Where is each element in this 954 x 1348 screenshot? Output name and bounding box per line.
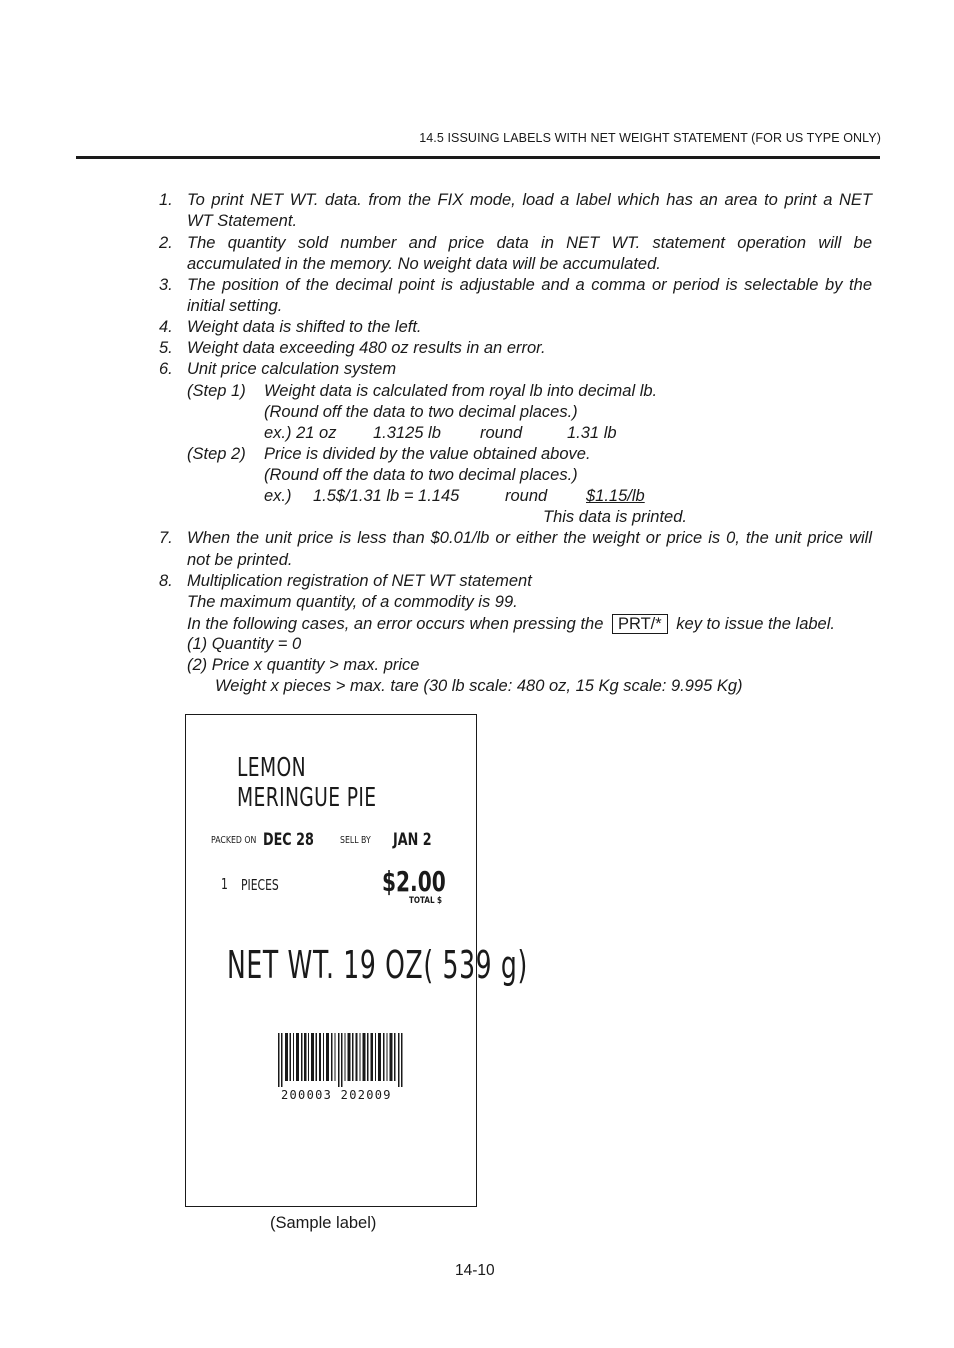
item-text: Unit price calculation system: [187, 360, 397, 378]
packed-on-label: PACKED ON: [211, 835, 257, 846]
item-text: The quantity sold number and price data in NET WT. statement operation will be: [187, 234, 872, 252]
step-text: Price is divided by the value obtained above.: [264, 445, 591, 463]
item-number: 3.: [159, 276, 173, 294]
item-number: 6.: [159, 360, 173, 378]
item-text: accumulated in the memory. No weight data will be accumulated.: [187, 255, 661, 273]
sell-by-date: JAN 2: [393, 830, 432, 850]
example-result: $1.15/lb: [586, 487, 645, 505]
page-number: 14-10: [455, 1262, 495, 1279]
label-net-weight: NET WT. 19 OZ( 539 g): [227, 943, 528, 987]
item-text: Multiplication registration of NET WT statement: [187, 572, 532, 590]
item-text-post: key to issue the label.: [676, 615, 835, 633]
example-text: round: [480, 424, 523, 442]
figure-caption: (Sample label): [270, 1214, 377, 1232]
item-text: Weight data exceeding 480 oz results in an error.: [187, 339, 546, 357]
item-text: initial setting.: [187, 297, 283, 315]
label-product-name: LEMON MERINGUE PIE: [237, 753, 377, 813]
header-rule: [76, 156, 880, 159]
example-text: ex.) 21 oz: [264, 424, 337, 442]
item-text: The maximum quantity, of a commodity is 99.: [187, 593, 518, 611]
example-text: ex.): [264, 487, 292, 505]
item-text: Weight data is shifted to the left.: [187, 318, 422, 336]
item-number: 5.: [159, 339, 173, 357]
label-total-caption: TOTAL $: [409, 896, 443, 906]
item-number: 4.: [159, 318, 173, 336]
item-text: WT Statement.: [187, 212, 298, 230]
example-text: 1.5$/1.31 lb = 1.145: [313, 487, 460, 505]
item-number: 1.: [159, 191, 173, 209]
item-text: The position of the decimal point is adjustable and a comma or period is selectable by the: [187, 276, 872, 294]
label-quantity: 1: [221, 875, 228, 893]
barcode-number: 200003 202009: [281, 1088, 392, 1102]
section-header: 14.5 ISSUING LABELS WITH NET WEIGHT STATEMENT (FOR US TYPE ONLY): [419, 131, 881, 145]
example-text: 1.31 lb: [567, 424, 617, 442]
step-label: (Step 2): [187, 445, 246, 463]
example-text: 1.3125 lb: [373, 424, 441, 442]
prt-key: PRT/*: [612, 614, 668, 634]
step-label: (Step 1): [187, 382, 246, 400]
packed-on-date: DEC 28: [263, 830, 314, 850]
step-note: (Round off the data to two decimal places.): [264, 466, 578, 484]
step-text: Weight data is calculated from royal lb into decimal lb.: [264, 382, 658, 400]
item-text: To print NET WT. data. from the FIX mode, load a label which has an area to print a NET: [187, 191, 872, 209]
printed-note: This data is printed.: [543, 508, 687, 526]
item-text: [187, 614, 835, 634]
label-total-price: $2.00: [382, 865, 446, 898]
example-text: round: [505, 487, 548, 505]
sample-label: [185, 714, 528, 1207]
step-note: (Round off the data to two decimal places.): [264, 403, 578, 421]
label-pieces: PIECES: [241, 876, 279, 894]
error-case: (1) Quantity = 0: [187, 635, 302, 653]
item-text: not be printed.: [187, 551, 293, 569]
sell-by-label: SELL BY: [340, 835, 371, 846]
error-case: Weight x pieces > max. tare (30 lb scale: 480 oz, 15 Kg scale: 9.995 Kg): [215, 677, 743, 695]
item-number: 2.: [159, 234, 173, 252]
item-number: 7.: [159, 529, 173, 547]
item-number: 8.: [159, 572, 173, 590]
item-text: When the unit price is less than $0.01/lb or either the weight or price is 0, the unit price will: [187, 529, 872, 547]
barcode: [278, 1033, 406, 1087]
item-text-pre: In the following cases, an error occurs when pressing the: [187, 615, 604, 633]
error-case: (2) Price x quantity > max. price: [187, 656, 420, 674]
